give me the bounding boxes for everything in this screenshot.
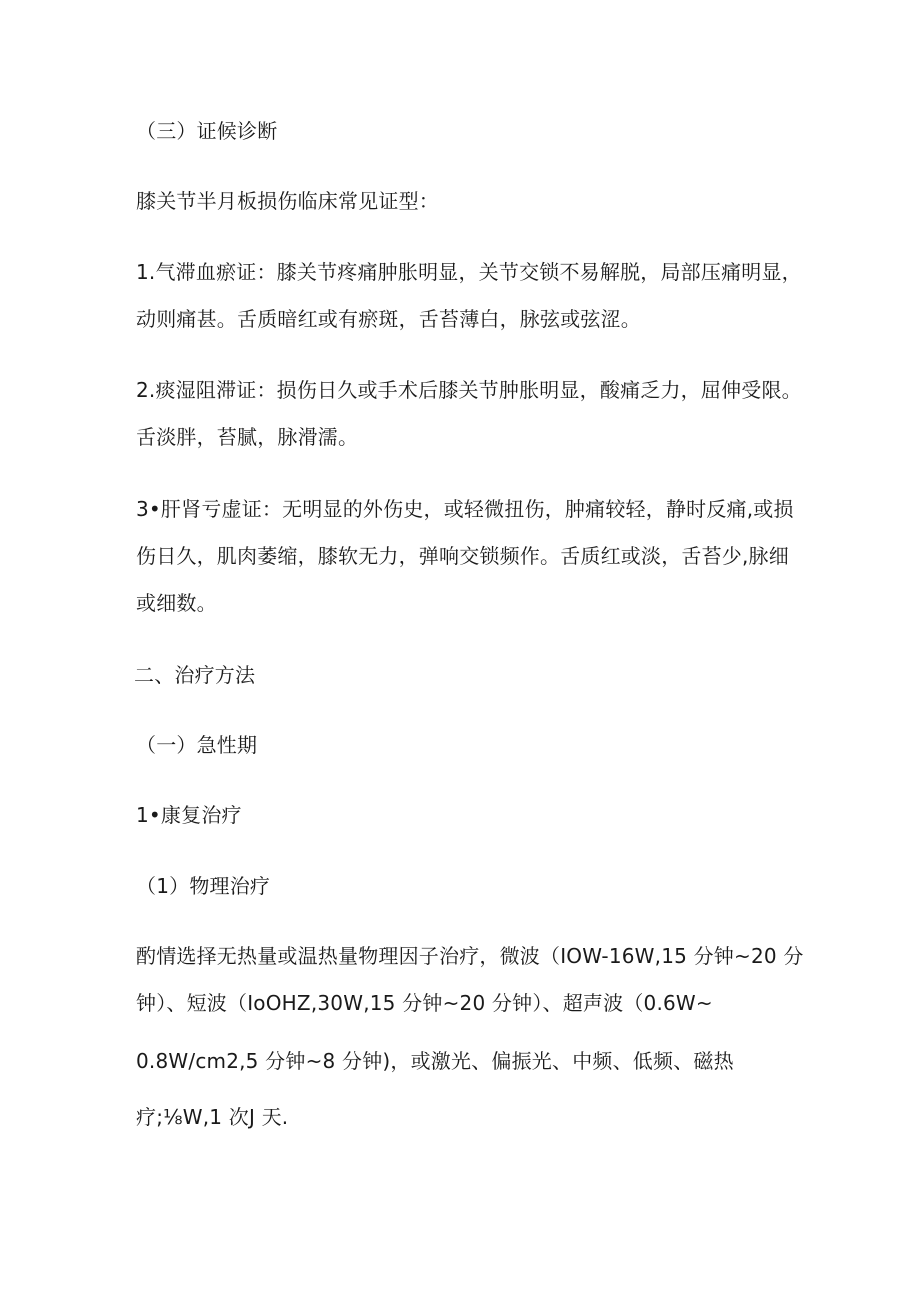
heading-syndrome-diagnosis: （三）证候诊断	[136, 119, 278, 143]
heading-rehab-treatment: 1•康复治疗	[136, 803, 242, 827]
syndrome-3-line-2: 伤日久，肌肉萎缩，膝软无力，弹响交锁频作。舌质红或淡，舌苔少,脉细	[136, 544, 789, 568]
physical-therapy-line-2: 钟）、短波（IoOHZ,30W,15 分钟~20 分钟）、超声波（0.6W~	[136, 991, 713, 1015]
syndrome-2-line-1: 2.痰湿阻滞证：损伤日久或手术后膝关节肿胀明显，酸痛乏力，屈伸受限。	[136, 378, 802, 402]
syndrome-2-line-2: 舌淡胖，苔腻，脉滑濡。	[136, 425, 359, 449]
heading-treatment-methods: 二、治疗方法	[134, 663, 256, 687]
physical-therapy-line-1: 酌情选择无热量或温热量物理因子治疗，微波（IOW-16W,15 分钟~20 分	[136, 944, 804, 968]
paragraph-common-syndromes-intro: 膝关节半月板损伤临床常见证型：	[136, 189, 439, 213]
physical-therapy-line-4: 疗;⅛W,1 次J 天.	[136, 1105, 289, 1129]
syndrome-3-line-3: 或细数。	[136, 591, 217, 615]
syndrome-3-line-1: 3•肝肾亏虚证：无明显的外伤史，或轻微扭伤，肿痛较轻，静时反痛,或损	[136, 497, 794, 521]
syndrome-1-line-1: 1.气滞血瘀证：膝关节疼痛肿胀明显，关节交锁不易解脱，局部压痛明显，	[136, 260, 802, 284]
heading-physical-therapy: （1）物理治疗	[136, 874, 271, 898]
physical-therapy-line-3: 0.8W/cm2,5 分钟~8 分钟)，或激光、偏振光、中频、低频、磁热	[136, 1049, 734, 1073]
heading-acute-phase: （一）急性期	[136, 733, 258, 757]
syndrome-1-line-2: 动则痛甚。舌质暗红或有瘀斑，舌苔薄白，脉弦或弦涩。	[136, 307, 641, 331]
